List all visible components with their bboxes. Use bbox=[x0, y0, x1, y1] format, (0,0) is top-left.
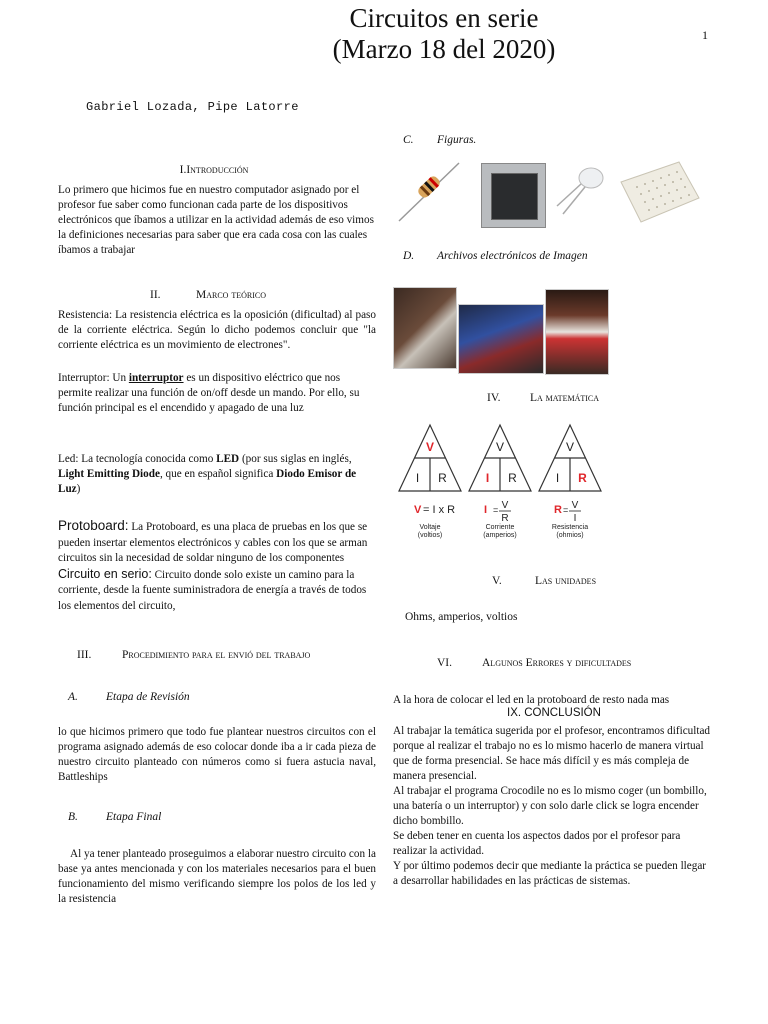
figure-resistor-image bbox=[395, 155, 465, 227]
formula-numerator: V bbox=[501, 500, 509, 511]
conclusion-p2: Al trabajar el programa Crocodile no es lo mismo coger (un bombillo, una batería o un interruptor) y con solo darle click se logra encender dicho bombillo. bbox=[393, 785, 707, 827]
subsection-a-letter: A. bbox=[68, 691, 78, 703]
subsection-b-heading bbox=[68, 811, 161, 823]
section-3-heading bbox=[77, 649, 310, 661]
section-3-number: III. bbox=[77, 649, 92, 661]
interruptor-text-c: es un dispositivo eléctrico que nos permite realizar una función de on/off desde un mando. Por ello, su función principal es el encendido y apagado de una luz bbox=[58, 372, 360, 414]
led-text-c: (por sus siglas en inglés, bbox=[239, 453, 352, 465]
conclusion-p4: Y por último podemos decir que mediante la práctica se pueden llegar a desarrollar habilidades en las prácticas de sistemas. bbox=[393, 860, 707, 887]
section-2-number: II. bbox=[150, 289, 161, 301]
ohms-law-diagram bbox=[395, 423, 610, 558]
led-text-e: , que en español significa bbox=[159, 468, 277, 480]
led-english: Light Emitting Diode bbox=[58, 468, 160, 480]
section-6-heading bbox=[437, 657, 631, 669]
subsection-b-letter: B. bbox=[68, 811, 78, 823]
triangle-letter-top: V bbox=[565, 440, 575, 454]
led-text-a: Led: La tecnología conocida como bbox=[58, 453, 217, 465]
caption-quantity: Voltaje bbox=[419, 524, 441, 531]
formula-lhs: I bbox=[484, 504, 488, 516]
triangle-letter-right: R bbox=[438, 471, 447, 485]
formula-numerator: V bbox=[571, 500, 579, 511]
conclusion-p1: Al trabajar la temática sugerida por el profesor, encontramos dificultad porque al realizar el trabajo no es lo mismo hacerlo de manera virtual que de forma presencial. Se hace más difícil y es más compleja de manera presencial. bbox=[393, 725, 711, 782]
subsection-c-letter: C. bbox=[403, 134, 414, 146]
title-line-1: Circuitos en serie bbox=[349, 3, 539, 33]
section-2-heading bbox=[150, 289, 266, 301]
subsection-a-title: Etapa de Revisión bbox=[106, 691, 190, 703]
triangle-letter-left: I bbox=[415, 471, 420, 485]
interruptor-text-a: Interruptor: Un bbox=[58, 372, 129, 384]
section-5-body: Ohms, amperios, voltios bbox=[405, 611, 518, 623]
interruptor-paragraph bbox=[58, 371, 363, 416]
figure-switch-image bbox=[481, 163, 546, 228]
caption-unit: (amperios) bbox=[483, 532, 517, 539]
caption-quantity: Corriente bbox=[485, 524, 515, 531]
section-4-title: La matemática bbox=[530, 392, 600, 404]
led-text-g: ) bbox=[76, 483, 81, 495]
conclusion-body bbox=[393, 724, 711, 889]
subsection-a-body: lo que hicimos primero que todo fue plantear nuestros circuitos con el programa asignado además de eso colocar donde iba a ir cada pieza de nuestro circuito planteado con números como si fuera astucia naval, Battleships bbox=[58, 726, 376, 783]
photo-circuit-1 bbox=[393, 287, 457, 369]
section-4-heading bbox=[487, 392, 599, 404]
title-line-2: (Marzo 18 del 2020) bbox=[332, 34, 556, 64]
section-1-heading bbox=[58, 164, 370, 176]
page-number: 1 bbox=[702, 28, 708, 42]
section-1-number: I. bbox=[179, 164, 187, 176]
led-paragraph bbox=[58, 452, 376, 497]
section-5-title: Las unidades bbox=[535, 575, 597, 587]
section-3-title: Procedimiento para el envió del trabajo bbox=[122, 649, 311, 661]
protoboard-text: La Protoboard, es una placa de pruebas en los que se pueden insertar elementos electrónicos y cables con los que se arman circuitos sin la necesidad de soldar ninguno de los componentes bbox=[58, 521, 368, 564]
triangle-letter-right: R bbox=[578, 471, 587, 485]
led-spanish: Diodo Emisor de Luz bbox=[58, 468, 357, 495]
formula-lhs: R bbox=[554, 504, 562, 516]
subsection-b-title: Etapa Final bbox=[106, 811, 162, 823]
interruptor-term: interruptor bbox=[128, 372, 184, 384]
circuito-serio-term: Circuito en serio: bbox=[58, 566, 152, 581]
paper-title bbox=[0, 3, 768, 65]
caption-unit: (ohmios) bbox=[556, 532, 584, 539]
subsection-a-heading bbox=[68, 691, 190, 703]
section-5-number: V. bbox=[492, 575, 502, 587]
subsection-b-body: Al ya tener planteado proseguimos a elaborar nuestro circuito con la base ya antes mencionada y con los materiales necesarios para el buen funcionamiento del mismo verificando siempre los polos de los led y la resistencia bbox=[58, 848, 376, 905]
subsection-d-heading bbox=[403, 250, 588, 262]
subsection-d-letter: D. bbox=[403, 250, 415, 262]
section-5-heading bbox=[492, 575, 596, 587]
section-6-body: A la hora de colocar el led en la protoboard de resto nada mas bbox=[393, 694, 670, 706]
subsection-d-title: Archivos electrónicos de Imagen bbox=[437, 250, 588, 262]
subsection-c-title: Figuras. bbox=[437, 134, 477, 146]
led-term: LED bbox=[216, 453, 240, 465]
formula-denominator: R bbox=[501, 513, 509, 524]
authors: Gabriel Lozada, Pipe Latorre bbox=[86, 100, 299, 114]
caption-unit: (voltios) bbox=[417, 532, 443, 539]
formula-denominator: I bbox=[573, 513, 577, 524]
triangle-letter-left: I bbox=[555, 471, 560, 485]
section-1-body: Lo primero que hicimos fue en nuestro computador asignado por el profesor fue saber como funcionan cada parte de los dispositivos electrónicos que íbamos a utilizar en la actividad además de eso vimos la definiciones necesarias para saber que era cada cosa con las cuales íbamos a trabajar bbox=[58, 184, 374, 256]
figure-led-image bbox=[551, 160, 613, 222]
photo-circuit-3 bbox=[545, 289, 609, 375]
section-6-title: Algunos Errores y dificultades bbox=[482, 657, 632, 669]
formula-rhs: = I x R bbox=[423, 504, 456, 516]
section-2-title: Marco teórico bbox=[196, 289, 266, 301]
section-9-heading: IX. CONCLUSIÓN bbox=[507, 707, 601, 719]
resistencia-paragraph: Resistencia: La resistencia eléctrica es la oposición (dificultad) al paso de la corriente eléctrica. Según lo dicho podemos concluir que "la corriente eléctrica es un movimiento de electrones". bbox=[58, 309, 376, 351]
formula-equals: = bbox=[493, 505, 499, 515]
triangle-letter-top: V bbox=[495, 440, 505, 454]
section-1-title: Introducción bbox=[186, 164, 249, 176]
conclusion-p3: Se deben tener en cuenta los aspectos dados por el profesor para realizar la actividad. bbox=[393, 830, 681, 857]
protoboard-term: Protoboard: bbox=[58, 518, 129, 533]
subsection-c-heading bbox=[403, 134, 476, 146]
caption-quantity: Resistencia bbox=[551, 524, 589, 531]
formula-equals: = bbox=[563, 505, 569, 515]
formula-lhs: V bbox=[414, 504, 422, 516]
photo-circuit-2 bbox=[458, 304, 544, 374]
triangle-letter-left: I bbox=[485, 471, 490, 485]
triangle-letter-top: V bbox=[425, 440, 435, 454]
circuito-serio-text: Circuito donde solo existe un camino para la corriente, desde la fuente suministradora de energía a través de todos los elementos del circuito, bbox=[58, 568, 367, 612]
section-4-number: IV. bbox=[487, 392, 501, 404]
section-6-number: VI. bbox=[437, 657, 453, 669]
figure-protoboard-image bbox=[617, 160, 701, 226]
protoboard-paragraph bbox=[58, 518, 374, 614]
triangle-letter-right: R bbox=[508, 471, 517, 485]
